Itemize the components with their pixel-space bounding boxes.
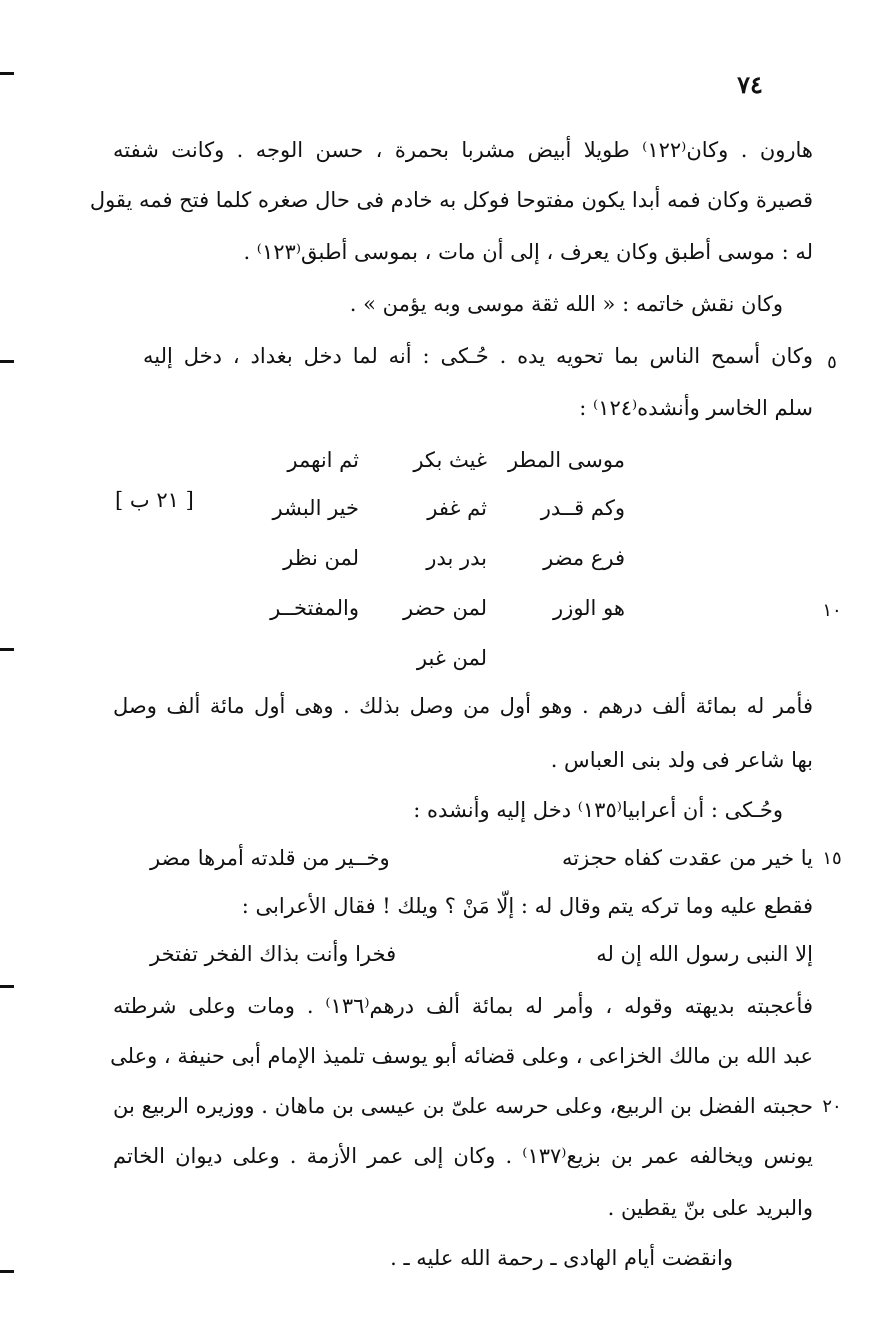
verse-cell: لمن نظر <box>283 546 359 570</box>
text-line: فأمر له بمائة ألف درهم . وهو أول من وصل بذلك . وهى أول مائة ألف وصل <box>113 694 813 718</box>
verse-cell: لمن حضر <box>403 596 487 620</box>
verse-cell: موسى المطر <box>507 448 625 472</box>
margin-mark <box>0 1270 14 1273</box>
verse-cell: خير البشر <box>272 496 359 520</box>
text-line: فقطع عليه وما تركه يتم وقال له : إلّا مَنْ ؟ ويلك ! فقال الأعرابى : <box>241 894 813 918</box>
margin-mark <box>0 985 14 988</box>
verse-cell: بدر بدر <box>426 546 487 570</box>
verse-cell: غيث بكر <box>413 448 487 472</box>
text-line: بها شاعر فى ولد بنى العباس . <box>550 748 813 772</box>
text-line: فأعجبته بديهته وقوله ، وأمر له بمائة ألف درهم⁽١٣٦⁾ . ومات وعلى شرطته <box>113 994 813 1018</box>
page-number: ٧٤ <box>737 70 763 99</box>
text-line: سلم الخاسر وأنشده⁽١٢٤⁾ : <box>579 396 813 420</box>
verse-cell: والمفتخــر <box>270 596 359 620</box>
margin-mark <box>0 72 14 75</box>
verse-cell: هو الوزر <box>553 596 625 620</box>
text-line: وكان نقش خاتمه : « الله ثقة موسى وبه يؤمن » . <box>349 292 783 316</box>
margin-mark <box>0 648 14 651</box>
text-line: حجبته الفضل بن الربيع، وعلى حرسه علىّ بن عيسى بن ماهان . ووزيره الربيع بن <box>113 1094 813 1118</box>
poem-hemistich: يا خير من عقدت كفاه حجزته <box>562 846 813 870</box>
verse-cell: وكم قــدر <box>540 496 625 520</box>
verse-cell: فرع مضر <box>543 546 625 570</box>
text-line: عبد الله بن مالك الخزاعى ، وعلى قضائه أبو يوسف تلميذ الإمام أبى حنيفة ، وعلى <box>110 1044 813 1068</box>
text-line: وكان أسمح الناس بما تحويه يده . حُـكى : أنه لما دخل بغداد ، دخل إليه <box>143 344 813 368</box>
verse-cell: ثم انهمر <box>287 448 359 472</box>
poem-hemistich: وخــير من قلدته أمرها مضر <box>150 846 390 870</box>
text-line: والبريد على بنّ يقطين . <box>607 1196 813 1220</box>
text-line: يونس ويخالفه عمر بن بزيع⁽١٣٧⁾ . وكان إلى عمر الأزمة . وعلى ديوان الخاتم <box>113 1144 813 1168</box>
margin-mark <box>0 360 14 363</box>
manuscript-folio-label: [ ٢١ ب ] <box>115 488 194 512</box>
line-number: ١٥ <box>822 848 842 869</box>
poem-hemistich: إلا النبى رسول الله إن له <box>596 942 813 966</box>
verse-cell: لمن غبر <box>416 646 487 670</box>
line-number: ٥ <box>827 352 837 373</box>
verse-cell: ثم غفر <box>427 496 487 520</box>
poem-hemistich: فخرا وأنت بذاك الفخر تفتخر <box>150 942 397 966</box>
text-line: هارون . وكان⁽١٢٢⁾ طويلا أبيض مشربا بحمرة ، حسن الوجه . وكانت شفته <box>113 138 813 162</box>
line-number: ١٠ <box>822 600 842 621</box>
text-line: وانقضت أيام الهادى ـ رحمة الله عليه ـ . <box>390 1246 733 1270</box>
line-number: ٢٠ <box>822 1096 842 1117</box>
text-line: له : موسى أطبق وكان يعرف ، إلى أن مات ، بموسى أطبق⁽١٢٣⁾ . <box>243 240 813 264</box>
text-line: قصيرة وكان فمه أبدا يكون مفتوحا فوكل به خادم فى حال صغره كلما فتح فمه يقول <box>89 188 813 212</box>
text-line: وحُـكى : أن أعرابيا⁽١٣٥⁾ دخل إليه وأنشده : <box>413 798 783 822</box>
